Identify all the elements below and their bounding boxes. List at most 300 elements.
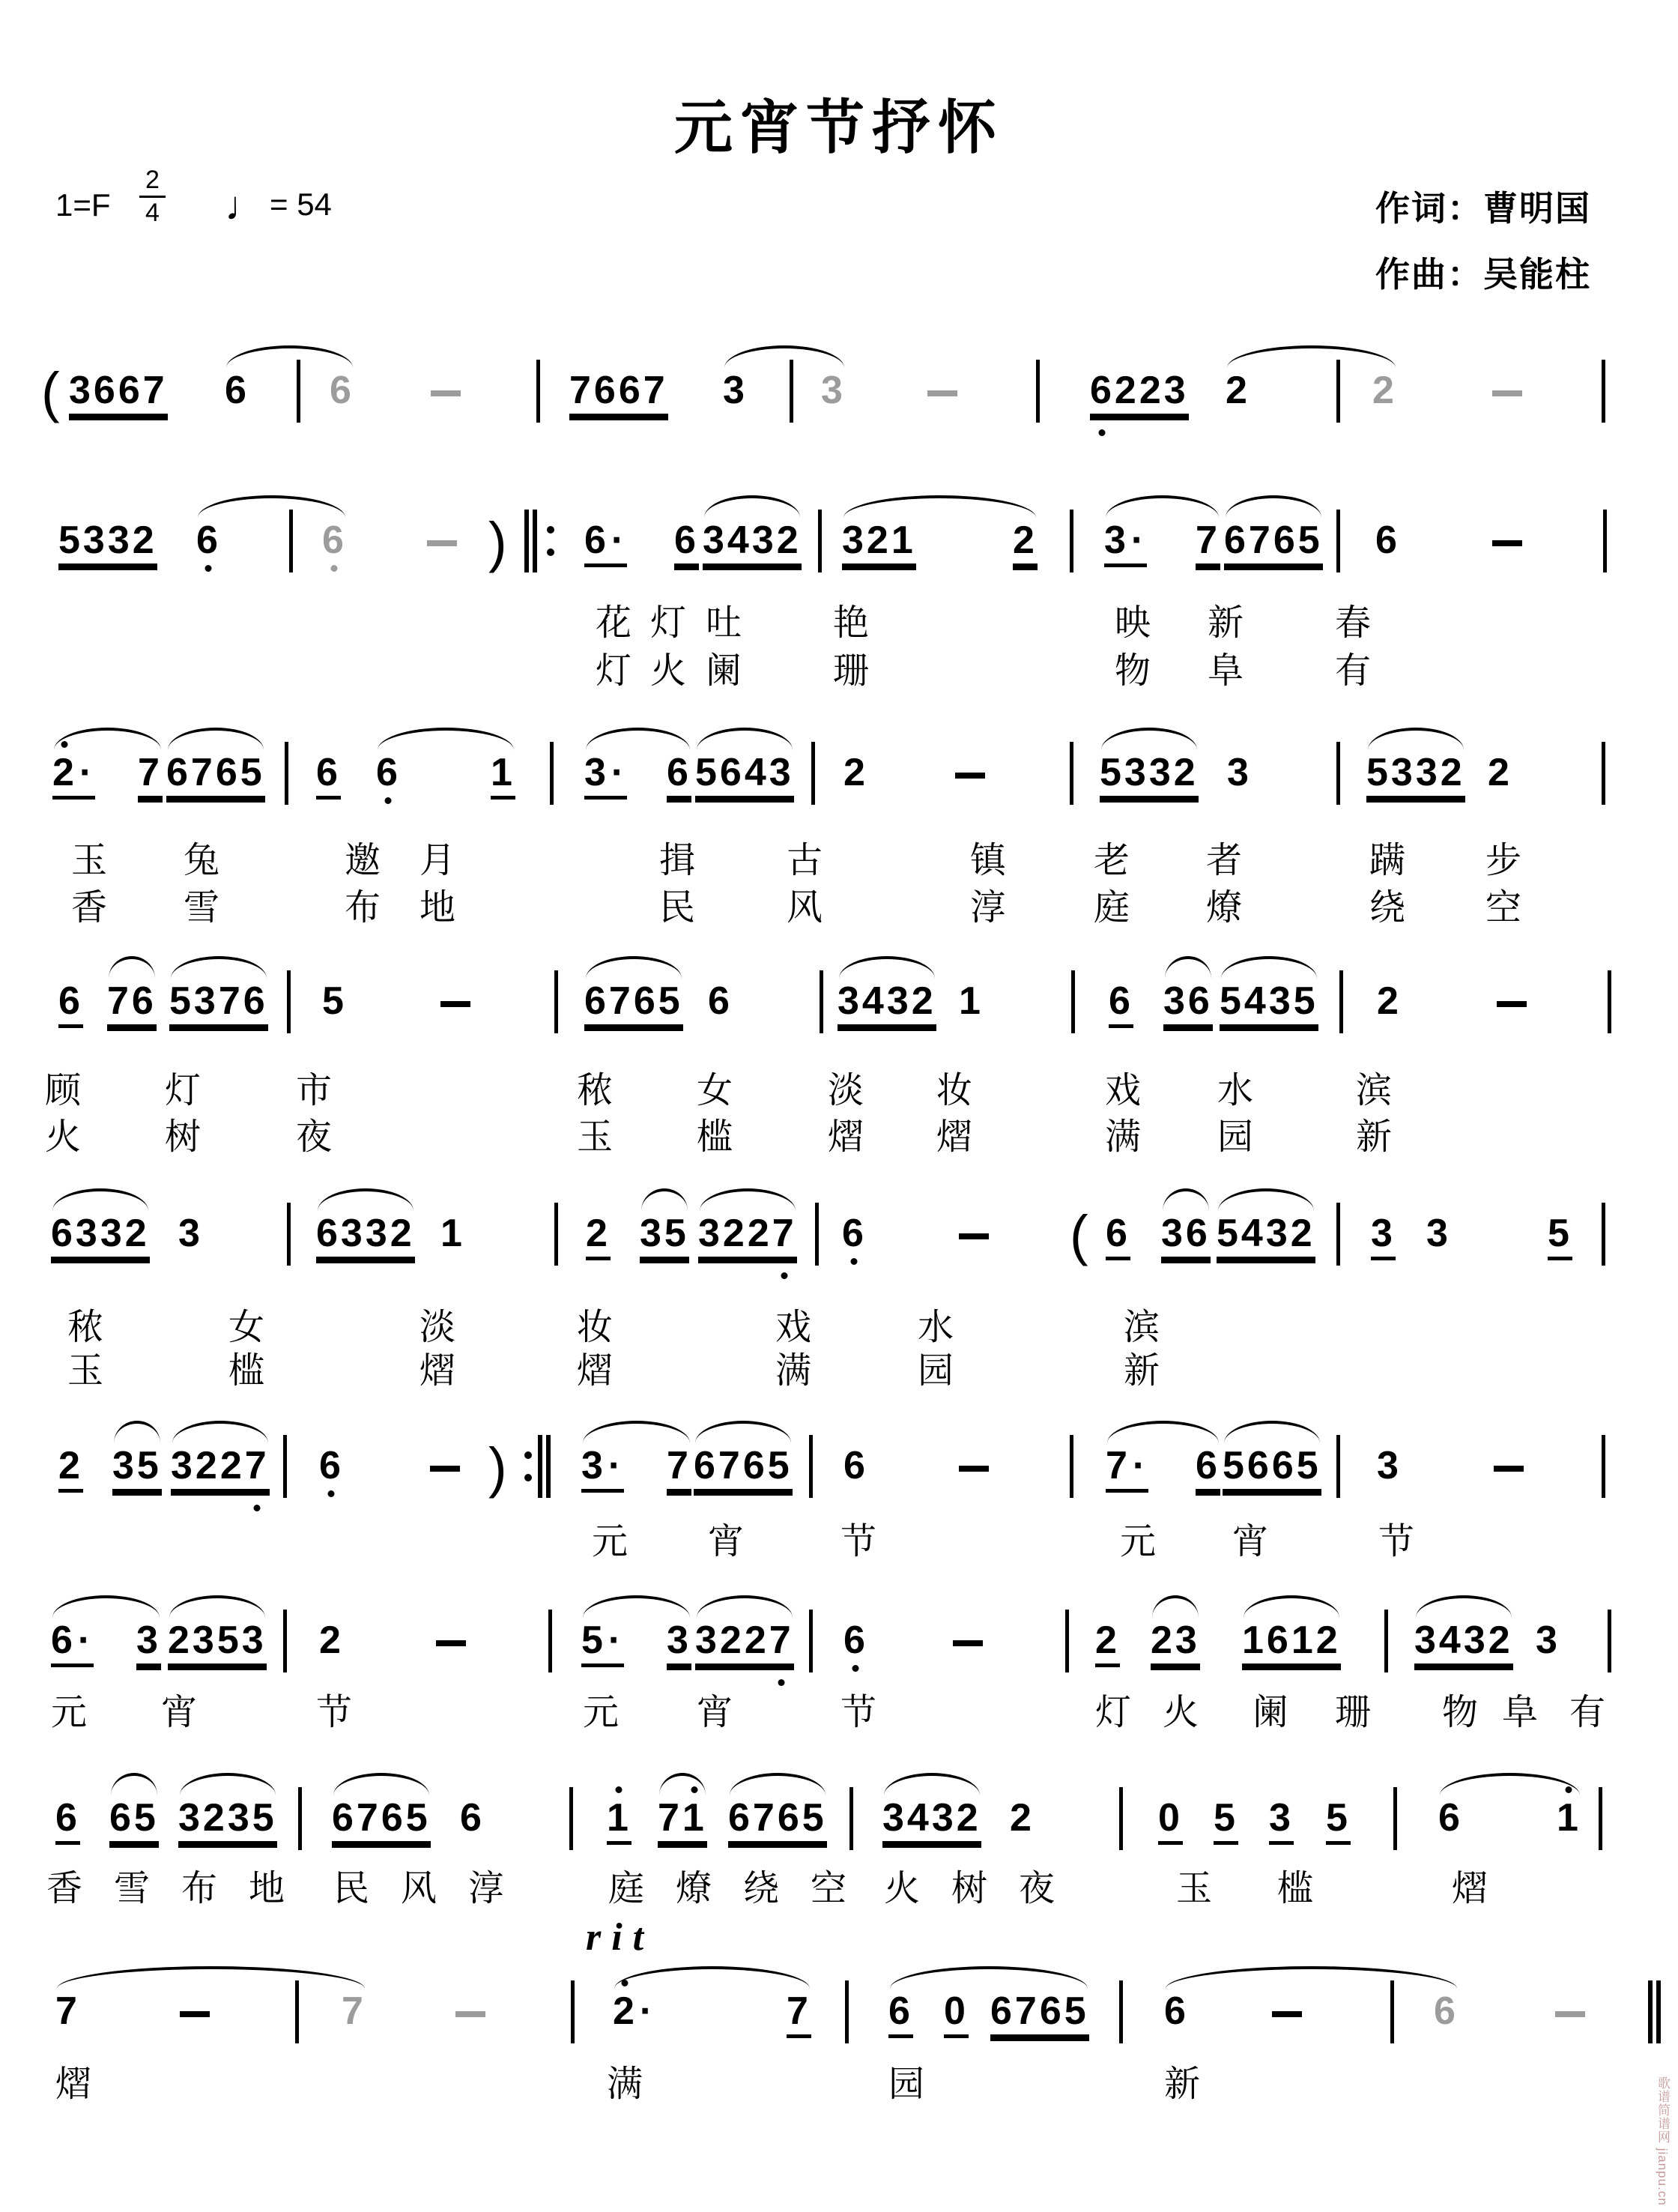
dash-extender (180, 2011, 210, 2017)
note-digit: 5 (1100, 751, 1124, 794)
note-token (1426, 1214, 1451, 1253)
note-digit: 3 (882, 1796, 907, 1840)
barline (1070, 742, 1073, 805)
dash-extender (455, 2011, 485, 2017)
lyric-char: 槛 (228, 1351, 265, 1391)
note-digit: 6 (584, 519, 609, 562)
note-digit: 1 (891, 519, 916, 562)
note-token (723, 371, 748, 410)
note-digit: 6 (319, 1444, 344, 1487)
barline (1336, 360, 1340, 423)
note-token (376, 753, 401, 792)
note-token (695, 1621, 794, 1667)
slur-arc (109, 956, 155, 979)
time-signature (139, 166, 166, 228)
note-digit: 4 (861, 979, 887, 1023)
barline (1336, 1435, 1340, 1498)
note-token (1217, 1214, 1315, 1260)
note-digit: 6 (633, 979, 658, 1023)
lyric-char: 物 (1115, 651, 1151, 691)
note-token (316, 1214, 415, 1260)
slur-arc (378, 728, 514, 750)
note-token (69, 371, 168, 417)
dash-extender (427, 540, 457, 546)
note-digit: 7 (1248, 519, 1273, 562)
note-token (667, 1621, 691, 1667)
lyric-char: 庭 (608, 1869, 645, 1909)
barline (1602, 1435, 1605, 1498)
dash-extender (430, 1466, 460, 1472)
lyric-char: 布 (181, 1869, 218, 1909)
note-digit: 6 (694, 1444, 718, 1487)
barline (287, 1203, 291, 1266)
note-digit: 3 (1371, 1212, 1396, 1255)
repeat-dot (524, 1451, 532, 1459)
lyric-char: 兔 (184, 841, 220, 880)
barline (1070, 1435, 1073, 1498)
barline (554, 970, 558, 1033)
lyric-char: 滨 (1356, 1071, 1393, 1110)
note-token (842, 521, 916, 567)
note-token (1372, 371, 1397, 410)
slur-arc (1368, 728, 1464, 750)
note-digit: 3 (1414, 1619, 1439, 1662)
lyric-char: 宵 (708, 1522, 745, 1562)
note-token (1223, 1446, 1321, 1493)
note-digit: 7 (769, 1619, 794, 1662)
note-digit: 6 (1196, 1444, 1220, 1487)
note-digit: 3 (1536, 1619, 1560, 1662)
dash-extender (959, 1233, 989, 1239)
note-digit: 3 (100, 1212, 125, 1255)
note-token (838, 979, 936, 1028)
note-token (319, 1446, 344, 1485)
phrase-paren: ) (488, 511, 507, 573)
note-digit: 7 (608, 979, 634, 1023)
lyric-char: 节 (316, 1693, 353, 1732)
note-digit: 6 (376, 751, 401, 794)
note-digit: 2 (776, 519, 802, 562)
slur-arc (333, 1773, 429, 1795)
lyric-char: 雪 (184, 888, 220, 928)
note-token (667, 1446, 691, 1493)
slur-arc (1152, 1595, 1199, 1618)
barline (1390, 1980, 1394, 2043)
lyric-char: 火 (884, 1869, 921, 1909)
note-digit: 3 (584, 751, 609, 794)
note-digit: 5 (240, 751, 265, 794)
watermark: 歌谱简谱网 jianpu.cn (1656, 2076, 1670, 2206)
slur-arc (54, 728, 161, 750)
lyric-char: 宵 (161, 1693, 198, 1732)
note-token (990, 1989, 1089, 2038)
lyric-char: 绕 (1369, 888, 1406, 928)
repeat-dot (547, 549, 554, 556)
note-token (674, 521, 699, 567)
lyric-char: 布 (345, 888, 381, 928)
lyric-char: 阜 (1502, 1693, 1539, 1732)
barline (1336, 1203, 1340, 1266)
barline (285, 742, 288, 805)
lyric-char: 槛 (697, 1117, 733, 1157)
dash-extender (1272, 2011, 1302, 2017)
slur-arc (724, 345, 844, 368)
key-signature: 1=F (55, 187, 111, 223)
lyric-char: 灯 (1095, 1693, 1132, 1732)
note-digit: 2 (202, 1796, 228, 1840)
barline (536, 360, 540, 423)
note-token (225, 371, 249, 410)
barline (1336, 510, 1340, 572)
note-token (1242, 1621, 1341, 1667)
note-digit: 2 (1010, 1796, 1035, 1840)
note-token (58, 521, 157, 567)
barline (1119, 1980, 1123, 2043)
slur-arc (700, 1188, 796, 1211)
bar-stroke (546, 1435, 551, 1498)
note-digit: 5 (133, 1796, 159, 1840)
note-token (1214, 1798, 1238, 1845)
note-digit: 7 (55, 1989, 80, 2033)
note-token (584, 521, 627, 567)
note-digit: 4 (744, 751, 769, 794)
note-digit: 2 (1139, 369, 1164, 412)
note-digit: 2 (58, 1444, 83, 1487)
note-digit: 5 (1217, 1212, 1241, 1255)
note-token (169, 979, 268, 1028)
note-digit: 3 (107, 519, 133, 562)
note-digit: 3 (192, 1619, 217, 1662)
note-digit: 2 (613, 1989, 637, 2033)
barline (1393, 1787, 1397, 1850)
phrase-paren: ( (1070, 1204, 1088, 1266)
barline (1065, 1610, 1069, 1672)
note-token (1488, 753, 1512, 792)
note-digit: 2 (1440, 751, 1465, 794)
lyric-char: 女 (697, 1071, 733, 1110)
note-digit: 2 (1377, 979, 1402, 1023)
note-digit: 5 (1366, 751, 1391, 794)
note-digit: 2 (843, 751, 868, 794)
note-digit: 7 (667, 1444, 691, 1487)
note-digit: 3 (82, 519, 108, 562)
barline (287, 970, 291, 1033)
lyric-char: 淳 (468, 1869, 505, 1909)
lyric-char: 滨 (1124, 1308, 1160, 1347)
lyric-char: 民 (333, 1869, 370, 1909)
slur-arc (226, 345, 353, 368)
lyric-char: 熠 (55, 2064, 92, 2104)
lyric-char: 水 (1217, 1071, 1254, 1110)
note-token (319, 1621, 344, 1660)
note-digit: 3 (838, 979, 862, 1023)
note-token (1095, 1621, 1120, 1667)
note-digit: 3 (1227, 751, 1252, 794)
lyric-char: 节 (1378, 1522, 1415, 1562)
note-digit: 3 (703, 519, 727, 562)
slur-arc (52, 1595, 160, 1618)
barline (283, 1610, 287, 1672)
note-digit: 3 (75, 1212, 100, 1255)
note-token (342, 1989, 366, 2033)
dash-extender (1497, 1001, 1527, 1007)
barline (550, 742, 554, 805)
note-digit: 5 (1064, 1989, 1089, 2033)
note-token (316, 753, 341, 800)
lyric-char: 庭 (1094, 888, 1130, 928)
note-digit: 6 (1185, 1212, 1211, 1255)
note-digit: 0 (1158, 1796, 1183, 1840)
dash-extender (1494, 1466, 1524, 1472)
dash-extender (1555, 2011, 1585, 2017)
note-digit: 2 (719, 1619, 745, 1662)
lyric-char: 宵 (697, 1693, 733, 1732)
note-digit: 5 (1223, 1444, 1247, 1487)
slur-arc (730, 1773, 826, 1795)
slur-arc (180, 1773, 276, 1795)
note-token (695, 753, 794, 800)
lyric-char: 元 (592, 1522, 629, 1562)
note-digit: 5 (1326, 1796, 1351, 1840)
note-digit: 6 (243, 979, 268, 1023)
note-digit: 3 (1161, 1212, 1186, 1255)
note-digit: 6 (1438, 1796, 1463, 1840)
note-token (1377, 1446, 1402, 1485)
note-digit: 6 (1271, 1444, 1297, 1487)
bar-stroke (538, 1435, 542, 1498)
barline (1602, 1203, 1605, 1266)
barline (1336, 742, 1340, 805)
note-token (440, 1214, 465, 1253)
note-digit: 3 (821, 369, 846, 412)
note-digit: 6 (1434, 1989, 1459, 2033)
note-digit: 5 (58, 519, 83, 562)
note-token (944, 1989, 969, 2038)
barline (1384, 1610, 1388, 1672)
note-digit: 3 (1148, 751, 1174, 794)
note-token (1326, 1798, 1351, 1845)
slur-arc (697, 1595, 793, 1618)
note-digit: 5 (1214, 1796, 1238, 1840)
note-token (136, 1621, 161, 1667)
note-digit: 3 (1390, 751, 1416, 794)
lyric-char: 阑 (706, 651, 742, 691)
note-digit: 5 (1220, 979, 1244, 1023)
note-digit: 5 (802, 1796, 827, 1840)
note-digit: 7 (244, 1444, 270, 1487)
note-digit: 2 (1151, 1619, 1175, 1662)
slur-arc (168, 728, 264, 750)
note-token (581, 1621, 624, 1667)
note-digit: 2 (1226, 369, 1250, 412)
note-token (1536, 1621, 1560, 1660)
note-token (1377, 979, 1402, 1023)
note-digit: 3 (1175, 1619, 1200, 1662)
note-digit: 4 (727, 519, 752, 562)
note-digit: 6 (888, 1989, 913, 2033)
slur-arc (586, 728, 690, 750)
note-digit: 6 (316, 1212, 341, 1255)
note-digit: 6 (196, 519, 221, 562)
note-digit: 3 (1163, 979, 1188, 1023)
note-token (658, 1798, 707, 1845)
lyric-char: 水 (918, 1308, 954, 1347)
note-digit: 5 (216, 1619, 242, 1662)
page-title: 元宵节抒怀 (673, 95, 1005, 160)
note-digit: 2 (1013, 519, 1038, 562)
note-token (843, 1446, 868, 1485)
lyric-char: 妆 (936, 1071, 973, 1110)
note-digit: 3 (227, 1796, 252, 1840)
note-token (1366, 753, 1465, 800)
note-digit: 7 (1106, 1444, 1130, 1487)
note-digit: 2 (124, 1212, 150, 1255)
note-digit: 6 (316, 751, 341, 794)
note-digit: 3 (1104, 519, 1129, 562)
lyric-char: 顾 (45, 1071, 82, 1110)
note-digit: 1 (1291, 1619, 1316, 1662)
note-digit: 6 (584, 979, 609, 1023)
note-digit: 7 (1196, 519, 1220, 562)
slur-arc (704, 495, 800, 518)
lyric-char: 园 (918, 1351, 954, 1391)
note-token (1100, 753, 1199, 800)
note-digit: 3 (1426, 1212, 1451, 1255)
barline (811, 742, 815, 805)
lyric-char: 夜 (1019, 1869, 1055, 1909)
lyric-char: 新 (1124, 1351, 1160, 1391)
barline (569, 1787, 573, 1850)
note-digit: 6 (166, 751, 191, 794)
note-digit: 6 (667, 751, 691, 794)
note-digit: 6 (225, 369, 249, 412)
augmentation-dot: · (1132, 1444, 1149, 1487)
note-digit: 6 (593, 369, 619, 412)
lyric-char: 地 (420, 888, 456, 928)
note-digit: 4 (906, 1796, 932, 1840)
lyric-char: 古 (787, 841, 823, 880)
slur-arc (586, 956, 682, 979)
note-token (1010, 1796, 1035, 1840)
note-token (178, 1214, 203, 1253)
lyric-char: 宵 (1232, 1522, 1269, 1562)
note-digit: 6 (381, 1796, 406, 1840)
lyric-char: 熠 (1452, 1869, 1488, 1909)
note-digit: 2 (866, 519, 891, 562)
lyric-char: 玉 (577, 1117, 614, 1157)
lyric-char: 香 (46, 1869, 83, 1909)
note-digit: 6 (777, 1796, 802, 1840)
note-token (667, 753, 691, 800)
note-digit: 6 (843, 1619, 868, 1662)
slur-arc (695, 1421, 791, 1443)
barline (1602, 360, 1605, 423)
note-digit: 7 (772, 1212, 797, 1255)
lyric-char: 风 (787, 888, 823, 928)
note-token (138, 753, 163, 800)
note-digit: 3 (241, 1619, 267, 1662)
note-digit: 1 (1557, 1796, 1581, 1840)
note-digit: 6 (55, 1796, 80, 1840)
dash-extender (927, 390, 957, 396)
slur-arc (1224, 1421, 1320, 1443)
note-digit: 6 (1266, 1619, 1291, 1662)
slur-arc (1107, 1421, 1219, 1443)
lyric-char: 步 (1485, 841, 1522, 880)
slur-arc (171, 956, 267, 979)
note-token (843, 753, 868, 792)
lyric-char: 映 (1115, 603, 1151, 643)
slur-arc (114, 1421, 160, 1443)
note-digit: 3 (69, 369, 94, 412)
lyric-char: 夜 (296, 1117, 333, 1157)
note-token (112, 1446, 162, 1493)
lyric-char: 物 (1442, 1693, 1479, 1732)
bar-stroke (1648, 1980, 1653, 2043)
note-token (1090, 371, 1189, 417)
note-token (1557, 1796, 1581, 1840)
augmentation-dot: · (79, 751, 96, 794)
lyric-char: 熠 (577, 1351, 614, 1391)
note-digit: 7 (107, 979, 132, 1023)
note-token (882, 1798, 981, 1845)
note-digit: 2 (1488, 751, 1512, 794)
note-token (330, 371, 354, 410)
note-digit: 3 (178, 1212, 203, 1255)
note-digit: 6 (58, 979, 83, 1023)
barline (554, 1203, 558, 1266)
note-digit: 3 (1124, 751, 1149, 794)
lyric-char: 秾 (577, 1071, 614, 1110)
slur-arc (1163, 1188, 1209, 1211)
note-digit: 6 (708, 979, 733, 1023)
note-digit: 7 (752, 1796, 778, 1840)
note-token (1013, 521, 1038, 567)
barline (815, 1203, 819, 1266)
note-token (166, 753, 265, 800)
slur-arc (111, 1773, 157, 1795)
lyric-char: 老 (1094, 841, 1130, 880)
barline (571, 1980, 575, 2043)
note-digit: 6 (1273, 519, 1298, 562)
slur-arc (641, 1188, 688, 1211)
note-digit: 7 (569, 369, 594, 412)
note-digit: 5 (405, 1796, 431, 1840)
note-digit: 2 (52, 751, 77, 794)
note-digit: 6 (1247, 1444, 1272, 1487)
note-digit: 5 (664, 1212, 689, 1255)
note-digit: 3 (1463, 1619, 1488, 1662)
lyric-char: 节 (840, 1693, 877, 1732)
note-token (51, 1621, 94, 1667)
barline (283, 1435, 287, 1498)
lyric-char: 戏 (1105, 1071, 1142, 1110)
note-digit: 6 (51, 1619, 76, 1662)
note-token (821, 371, 846, 410)
slur-arc (659, 1773, 706, 1795)
note-digit: 7 (142, 369, 168, 412)
slur-arc (583, 1421, 690, 1443)
note-digit: 2 (1315, 1619, 1341, 1662)
note-digit: 2 (1173, 751, 1199, 794)
note-digit: 5 (1548, 1212, 1572, 1255)
note-digit: 5 (767, 1444, 793, 1487)
note-digit: 5 (169, 979, 194, 1023)
note-token (109, 1798, 159, 1845)
barline (1608, 970, 1611, 1033)
note-digit: 2 (1114, 369, 1139, 412)
note-digit: 6 (1109, 979, 1133, 1023)
